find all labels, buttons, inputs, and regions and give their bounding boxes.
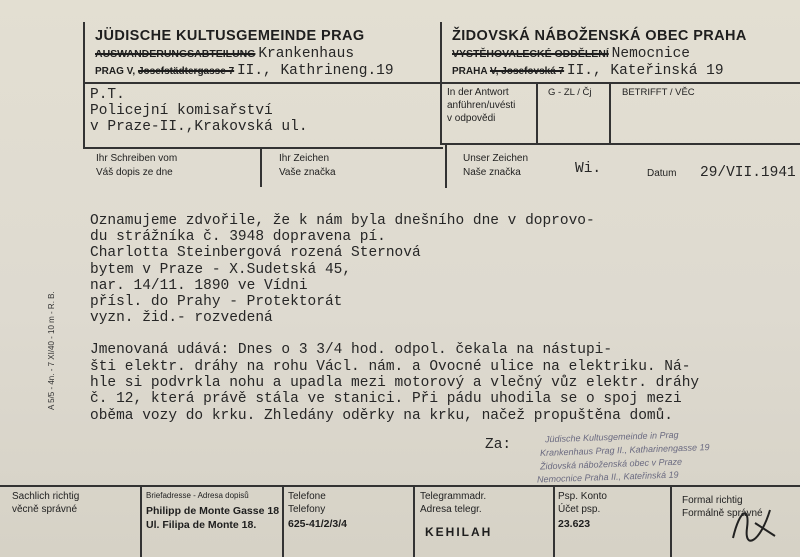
telegramm-label	[420, 490, 486, 516]
institution-stamp	[525, 430, 715, 490]
right-dept-typed: Nemocnice	[611, 46, 690, 62]
unser-zeichen-label	[463, 152, 528, 180]
left-address-line	[95, 63, 394, 79]
telegramm-2: Adresa telegr.	[420, 504, 482, 515]
psp-1: Psp. Konto	[558, 491, 607, 502]
ref-box-right-line	[609, 82, 611, 144]
body-line: hle si podvrkla nohu a upadla mezi motorový a vlečný vůz elektr. dráhy	[90, 375, 700, 391]
body-line: du strážníka č. 3948 dopravena pí.	[90, 229, 386, 245]
body-line: č. 12, která právě stála ve stanici. Při pádu uhodila se o spoj mezi	[90, 391, 682, 407]
recipient-line-2: Policejní komisařství	[90, 103, 273, 119]
body-line: přísl. do Prahy - Protektorát	[90, 294, 343, 310]
ihr-zeichen-1: Ihr Zeichen	[279, 153, 330, 164]
header-divider-line	[440, 22, 442, 82]
telegramm-1: Telegrammadr.	[420, 491, 487, 502]
footer-divider-1	[140, 485, 142, 557]
gzl-label: G - ZL / Čj	[548, 87, 592, 98]
right-dept-line	[452, 46, 690, 62]
margin-print-code: A 5/5 - 4n. - 7 XI/40 - 10 m - R. B.	[47, 291, 56, 410]
answer-label	[447, 86, 515, 125]
fields-divider-1	[260, 147, 262, 187]
unser-zeichen-1: Unser Zeichen	[463, 153, 529, 164]
ihr-schreiben-label	[96, 152, 177, 180]
sachlich-label	[12, 490, 79, 516]
psp-value: 23.623	[558, 518, 591, 530]
stamp-line-2: Krankenhaus Prag II., Katharinengasse 19	[539, 442, 710, 458]
right-org-name: ŽIDOVSKÁ NÁBOŽENSKÁ OBEC PRAHA	[452, 28, 747, 44]
right-addr-struck: V, Josefovská 7	[489, 66, 565, 77]
answer-label-2: anführen/uvésti	[447, 100, 516, 111]
right-dept-struck: VYSTĚHOVALECKÉ ODDĚLENÍ	[452, 48, 609, 60]
ref-box-left-line	[440, 82, 442, 144]
left-dept-line	[95, 46, 354, 62]
signature-mark	[725, 498, 785, 548]
stamp-line-3: Židovská náboženská obec v Praze	[539, 456, 683, 472]
psp-label	[558, 490, 607, 516]
telefon-2: Telefony	[288, 504, 326, 515]
telegramm-value: KEHILAH	[425, 525, 493, 539]
fields-top-rule	[83, 147, 443, 149]
ihr-schreiben-1: Ihr Schreiben vom	[96, 153, 178, 164]
header-bottom-rule	[83, 82, 800, 84]
left-addr-struck: Josefstädtergasse 7	[137, 66, 235, 77]
answer-label-3: v odpovědi	[447, 113, 496, 124]
right-addr-prefix: PRAHA	[452, 66, 490, 77]
sachlich-1: Sachlich richtig	[12, 491, 80, 502]
recipient-line-1: P.T.	[90, 87, 125, 103]
formal-1: Formal richtig	[682, 495, 743, 506]
body-line: bytem v Praze - X.Sudetská 45,	[90, 262, 352, 278]
formal-2: Formálně správné	[682, 508, 763, 519]
footer-divider-3	[413, 485, 415, 557]
left-frame-line	[83, 22, 85, 147]
brief-label: Briefadresse - Adresa dopisů	[146, 491, 249, 500]
ihr-zeichen-2: Vaše značka	[279, 167, 336, 178]
ref-box-mid-line	[536, 82, 538, 144]
body-line: nar. 14/11. 1890 ve Vídni	[90, 278, 308, 294]
telefon-1: Telefone	[288, 491, 326, 502]
footer-divider-4	[553, 485, 555, 557]
answer-label-1: In der Antwort	[447, 87, 509, 98]
body-line: vyzn. žid.- rozvedená	[90, 310, 273, 326]
body-line: Charlotta Steinbergová rozená Sternová	[90, 245, 421, 261]
footer-top-rule	[0, 485, 800, 487]
left-dept-struck: AUSWANDERUNGSABTEILUNG	[95, 48, 256, 60]
signoff: Za:	[485, 437, 512, 453]
betrifft-label: BETRIFFT / VĚC	[622, 87, 695, 98]
left-addr-typed: II., Kathrineng.19	[236, 63, 394, 79]
right-address-line	[452, 63, 724, 79]
fields-divider-2	[445, 143, 447, 188]
body-line: oběma vozy do krku. Zhledány oděrky na krku, načež propuštěna domů.	[90, 408, 673, 424]
left-addr-prefix: PRAG V,	[95, 66, 138, 77]
stamp-line-4: Nemocnice Praha II., Kateřinská 19	[536, 469, 679, 485]
body-line: Oznamujeme zdvořile, že k nám byla dnešního dne v doprovo-	[90, 213, 595, 229]
telefon-label	[288, 490, 326, 516]
footer-divider-2	[282, 485, 284, 557]
brief-address-1: Philipp de Monte Gasse 18	[146, 505, 280, 517]
footer-divider-5	[670, 485, 672, 557]
datum-label: Datum	[647, 168, 677, 179]
recipient-line-3: v Praze-II.,Krakovská ul.	[90, 119, 308, 135]
stamp-line-1: Jüdische Kultusgemeinde in Prag	[544, 429, 679, 445]
body-line: šti elektr. dráhy na rohu Václ. nám. a Ovocné ulice na elektriku. Ná-	[90, 359, 691, 375]
psp-2: Účet psp.	[558, 504, 601, 515]
right-addr-typed: II., Kateřinská 19	[566, 63, 724, 79]
unser-zeichen-value: Wi.	[575, 161, 602, 177]
telefon-value: 625-41/2/3/4	[288, 518, 347, 530]
ihr-schreiben-2: Váš dopis ze dne	[96, 167, 173, 178]
sachlich-2: věcně správné	[12, 504, 78, 515]
left-dept-typed: Krankenhaus	[258, 46, 355, 62]
datum-value: 29/VII.1941	[700, 165, 796, 181]
body-line: Jmenovaná udává: Dnes o 3 3/4 hod. odpol. čekala na nástupi-	[90, 342, 613, 358]
unser-zeichen-2: Naše značka	[463, 167, 521, 178]
brief-address-2: Ul. Filipa de Monte 18.	[146, 519, 257, 531]
left-org-name: JÜDISCHE KULTUSGEMEINDE PRAG	[95, 28, 365, 44]
ihr-zeichen-label	[279, 152, 336, 180]
ref-box-bottom-rule	[440, 143, 800, 145]
